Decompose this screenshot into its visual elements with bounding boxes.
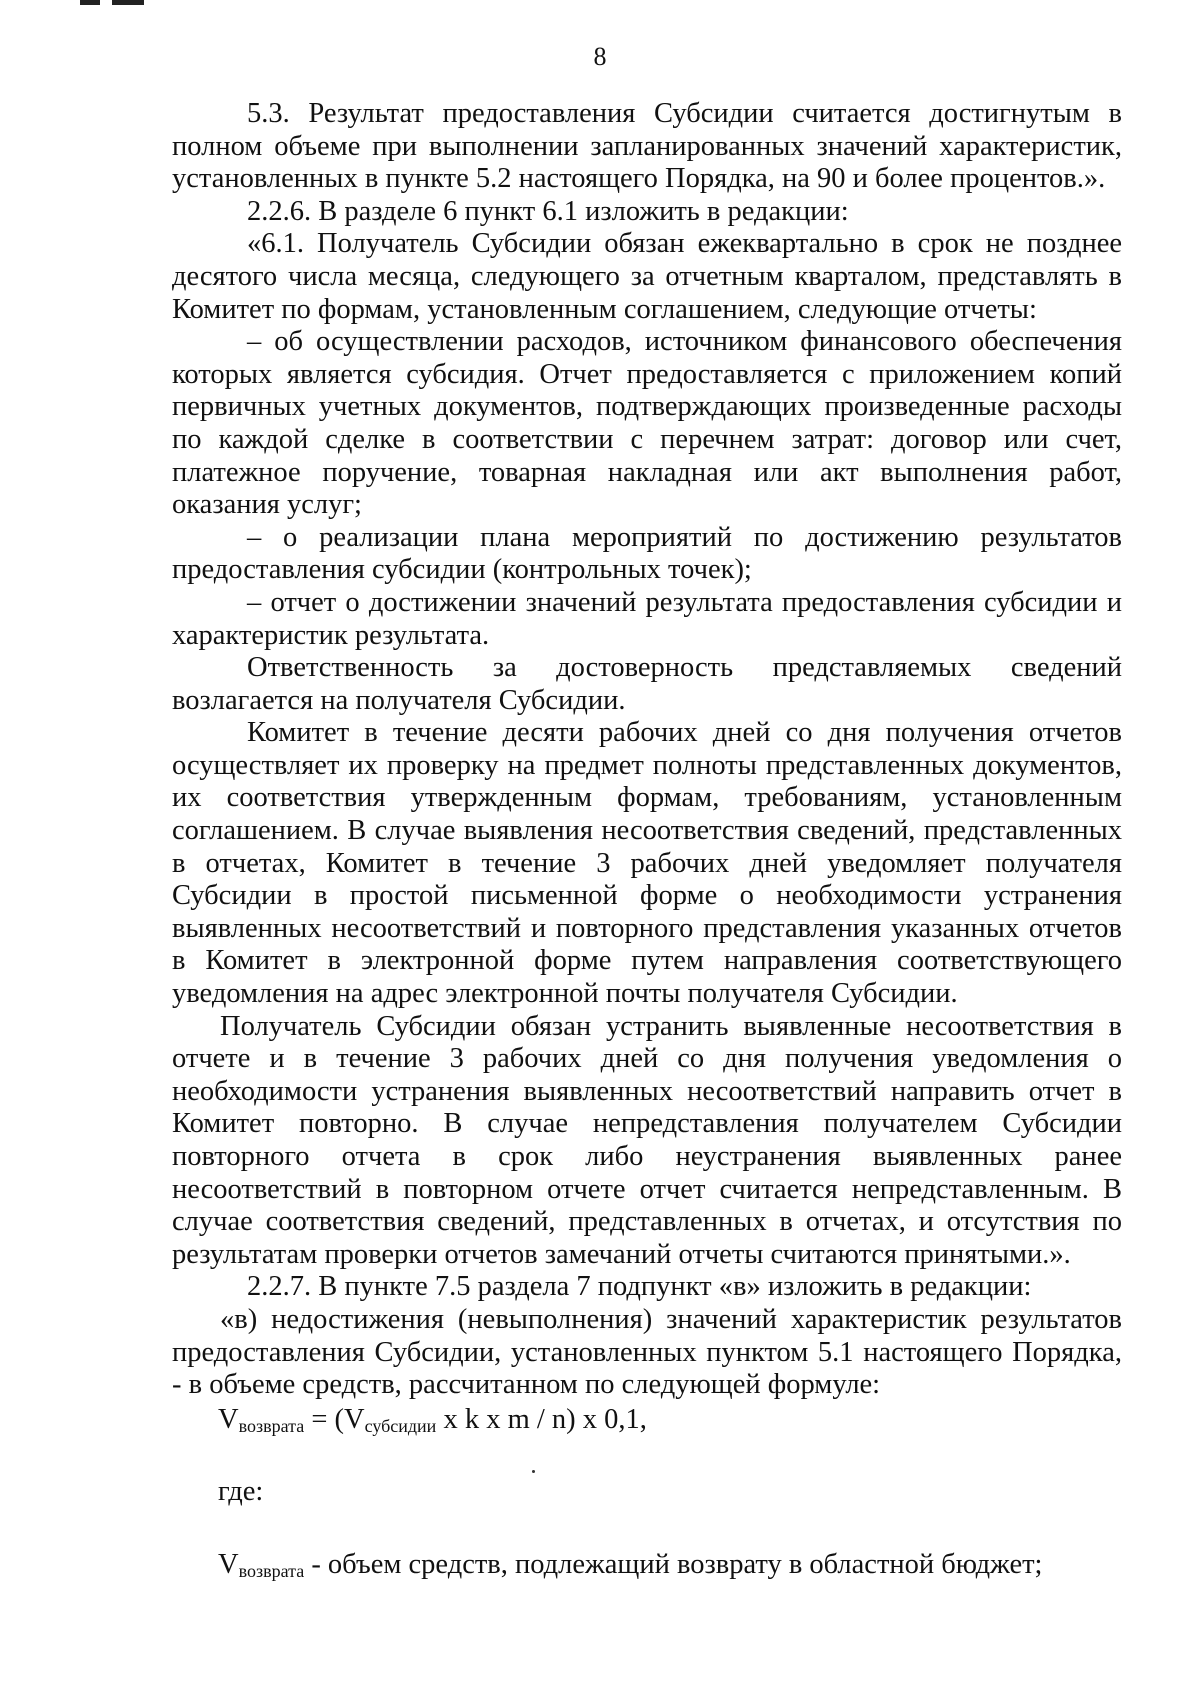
- paragraph-2-2-6: 2.2.6. В разделе 6 пункт 6.1 изложить в редакции:: [247, 195, 849, 227]
- paragraph-recipient-duty: Получатель Субсидии обязан устранить выявленные несоответствия в отчете и в течение 3 рабочих дней со дня получения уведомления о необходимости устранения выявленных несоответствий направить отчет в Комитет повторно. В случае непредставления получателем Субсидии повторного отчета в срок либо неустранения выявленных ранее несоответствий в повторном отчете отчет считается непредставленным. В случае соответствия сведений, представленных в отчетах, и отсутствия по результатам проверки отчетов замечаний отчеты считаются принятыми.».: [172, 1010, 1122, 1270]
- paragraph-6-1: «6.1. Получатель Субсидии обязан ежеквартально в срок не позднее десятого числа месяца, следующего за отчетным кварталом, представлять в Комитет по формам, установленным соглашением, следующие отчеты:: [172, 228, 1122, 325]
- page-number: 8: [593, 42, 607, 71]
- definition-v: V: [218, 1549, 239, 1580]
- formula-subscript-return: возврата: [238, 1416, 305, 1436]
- paragraph-responsibility: Ответственность за достоверность представляемых сведений возлагается на получателя Субсидии.: [172, 652, 1122, 716]
- definition-text: - объем средств, подлежащий возврату в областной бюджет;: [304, 1549, 1043, 1580]
- formula-v: V: [218, 1404, 239, 1435]
- paragraph-subitem-v: «в) недостижения (невыполнения) значений характеристик результатов предоставления Субсидии, установленных пунктом 5.1 настоящего Порядка, - в объеме средств, рассчитанном по следующей формуле:: [172, 1303, 1122, 1401]
- where-label: где:: [218, 1476, 264, 1507]
- definition-line: [218, 1549, 1042, 1582]
- scan-edge-mark: [112, 0, 144, 5]
- paragraph-2-2-7: 2.2.7. В пункте 7.5 раздела 7 подпункт «в» изложить в редакции:: [247, 1271, 1032, 1303]
- list-item-expenses-report: – об осуществлении расходов, источником финансового обеспечения которых является субсидия. Отчет предоставляется с приложением копий первичных учетных документов, подтверждающих произведенные расходы по каждой сделке в соответствии с перечнем затрат: договор или счет, платежное поручение, товарная накладная или акт выполнения работ, оказания услуг;: [172, 326, 1122, 521]
- paragraph-5-3: 5.3. Результат предоставления Субсидии считается достигнутым в полном объеме при выполнении запланированных значений характеристик, установленных в пункте 5.2 настоящего Порядка, на 90 и более процентов.».: [172, 98, 1122, 195]
- formula-rest: x k x m / n) x 0,1,: [436, 1404, 647, 1435]
- scan-edge-mark: [80, 0, 100, 5]
- formula-subscript-subsidy: субсидии: [364, 1416, 437, 1436]
- list-item-results-report: – отчет о достижении значений результата предоставления субсидии и характеристик результата.: [172, 586, 1122, 651]
- formula-equals: = (V: [304, 1404, 365, 1435]
- definition-subscript: возврата: [238, 1561, 305, 1581]
- paragraph-committee-check: Комитет в течение десяти рабочих дней со дня получения отчетов осуществляет их проверку на предмет полноты представленных документов, их соответствия утвержденным формам, требованиям, установленным соглашением. В случае выявления несоответствия сведений, представленных в отчетах, Комитет в течение 3 рабочих дней уведомляет получателя Субсидии в простой письменной форме о необходимости устранения выявленных несоответствий и повторного представления указанных отчетов в Комитет в электронной форме путем направления соответствующего уведомления на адрес электронной почты получателя Субсидии.: [172, 717, 1122, 1010]
- formula: [218, 1404, 647, 1437]
- document-body: [172, 98, 1122, 1402]
- list-item-plan-report: – о реализации плана мероприятий по достижению результатов предоставления субсидии (контрольных точек);: [172, 521, 1122, 586]
- scan-speck: [532, 1470, 535, 1473]
